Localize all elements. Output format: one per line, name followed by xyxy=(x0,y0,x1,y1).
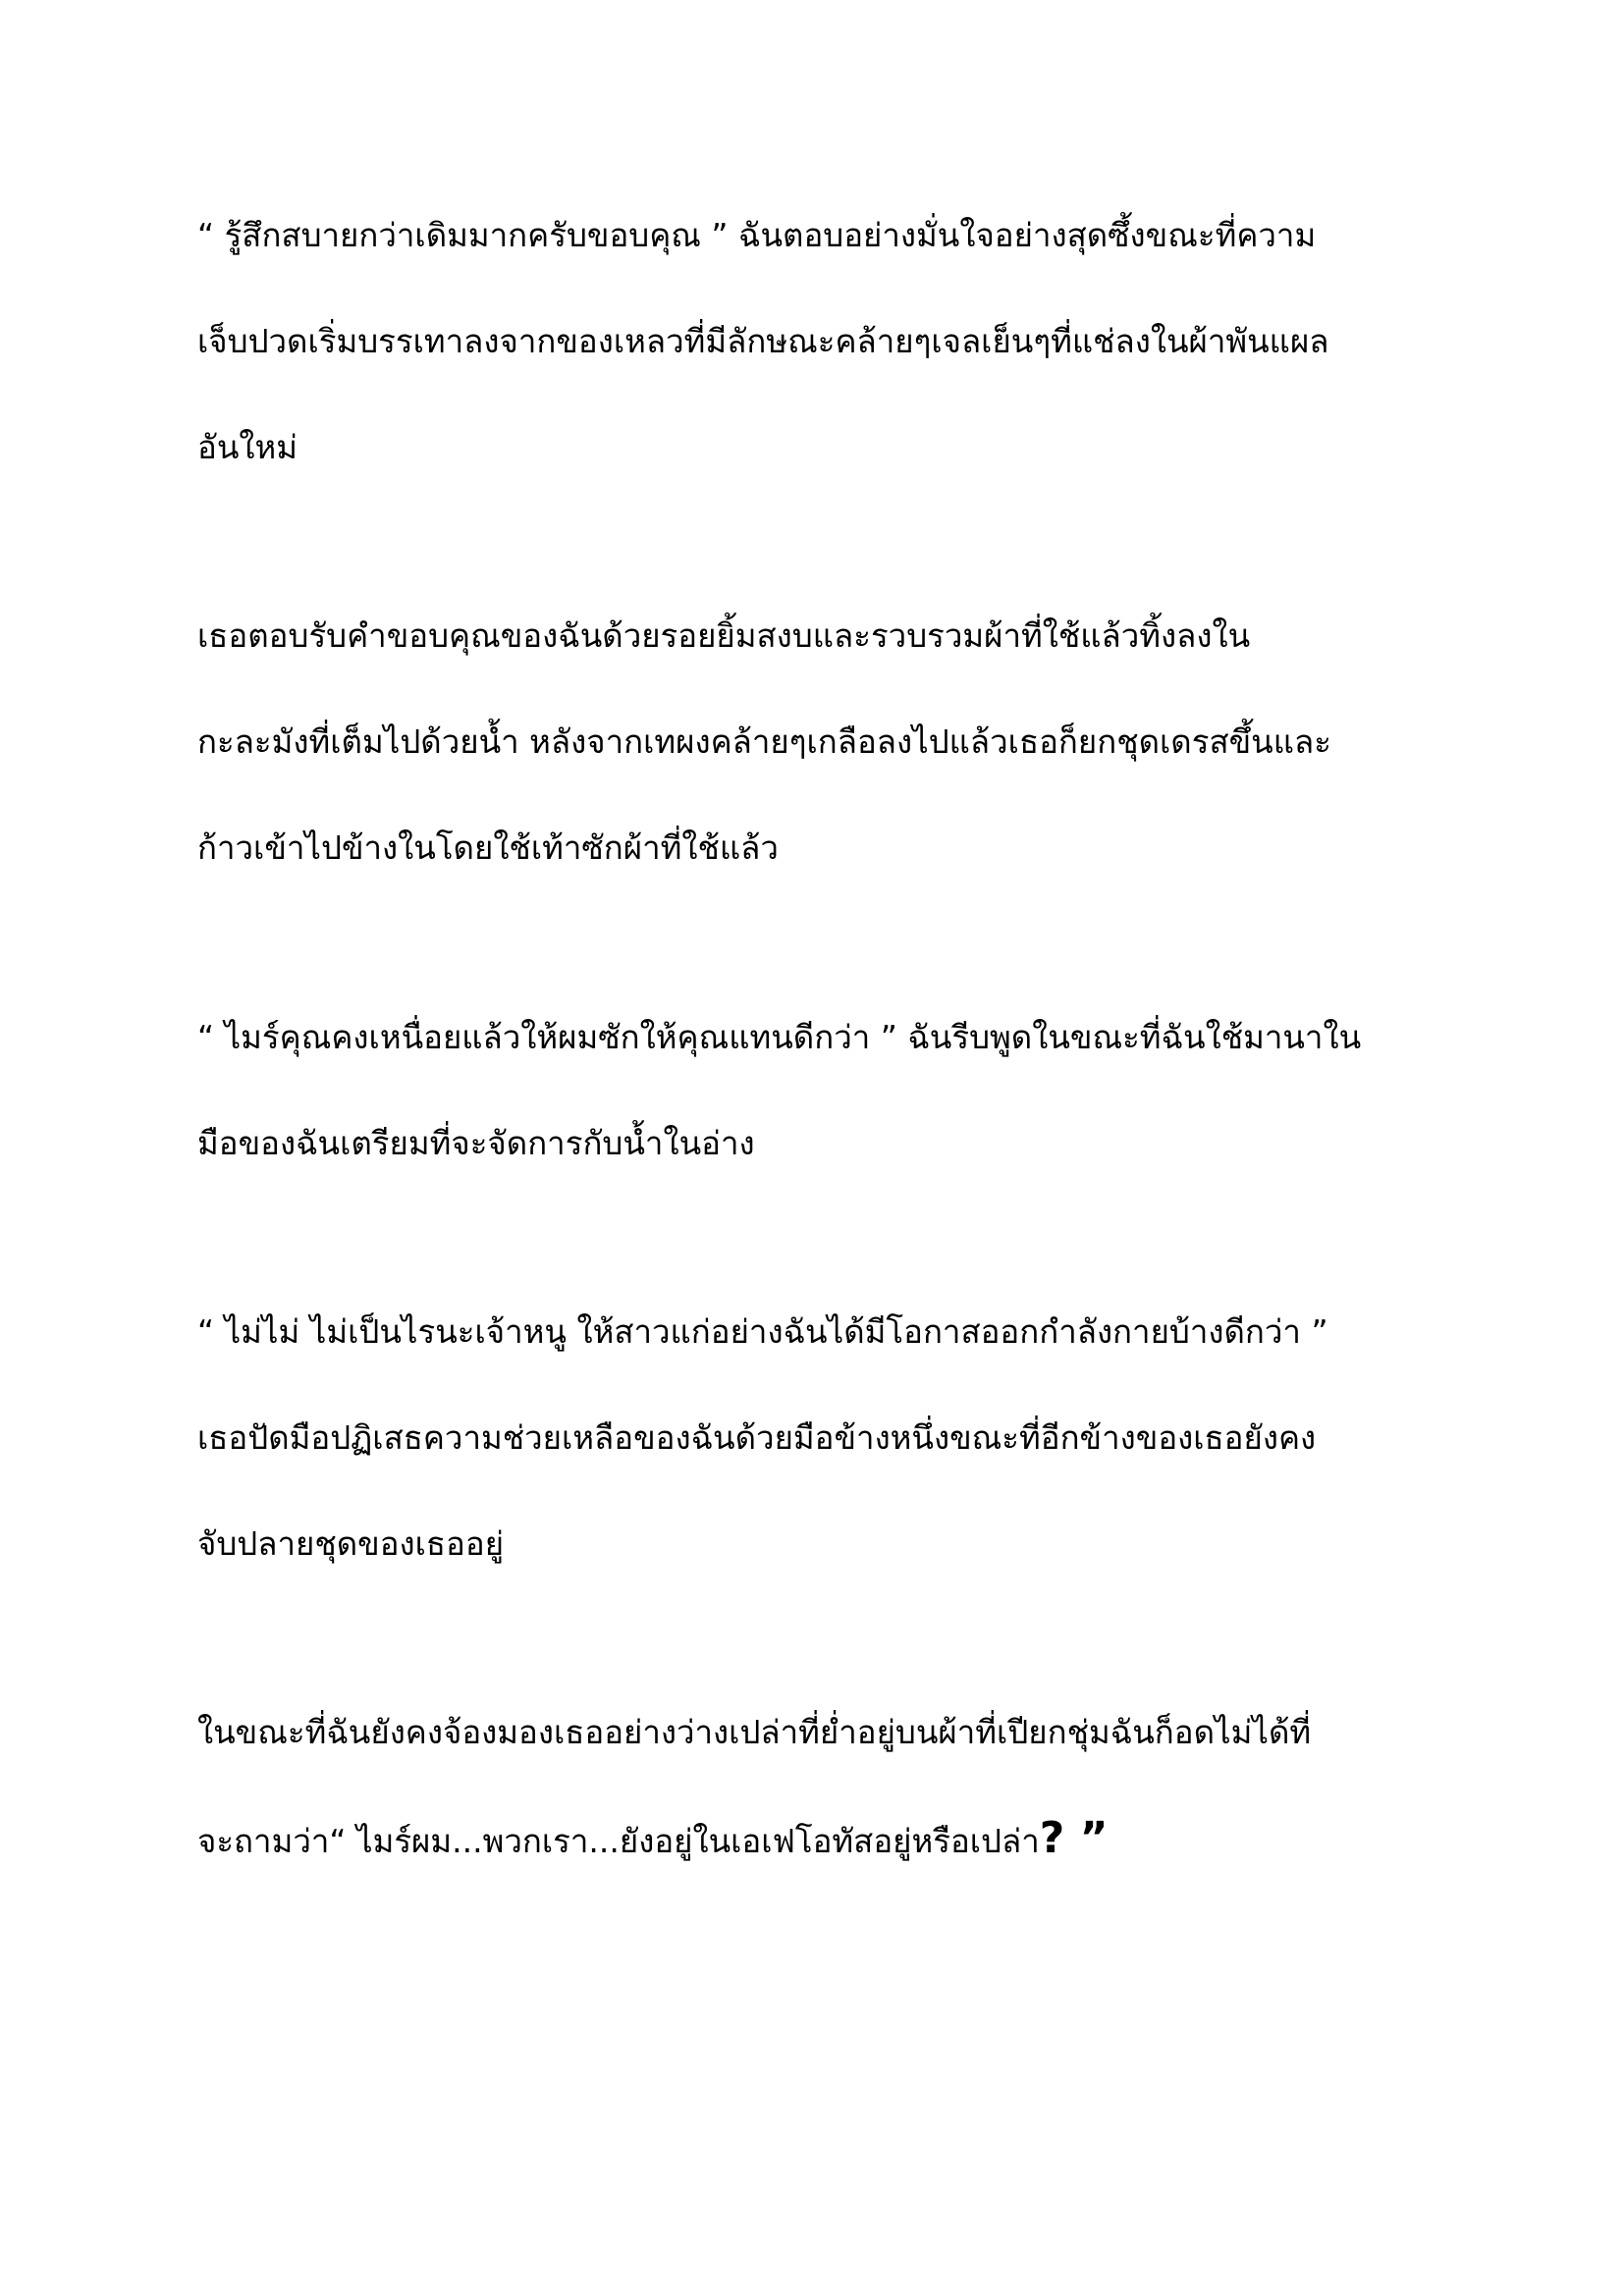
paragraph-line: มือของฉันเตรียมที่จะจัดการกับน้ำในอ่าง xyxy=(197,1124,755,1162)
paragraph-line: ก้าวเข้าไปข้างในโดยใช้เท้าซักผ้าที่ใช้แล้ว xyxy=(197,828,779,867)
paragraph-line: “ รู้สึกสบายกว่าเดิมมากครับขอบคุณ ” ฉันตอบอย่างมั่นใจอย่างสุดซึ้งขณะที่ความ xyxy=(197,216,1317,254)
question-text: จะถามว่า“ ไมร์ผม...พวกเรา...ยังอยู่ในเอเฟโอทัสอยู่หรือเปล่า xyxy=(197,1822,1040,1860)
paragraph-line: จับปลายชุดของเธออยู่ xyxy=(197,1524,505,1563)
paragraph-last-line xyxy=(197,1786,1474,1892)
paragraph-4 xyxy=(197,1279,1474,1597)
paragraph-line: ในขณะที่ฉันยังคงจ้องมองเธออย่างว่างเปล่าที่ย่ำอยู่บนผ้าที่เปียกชุ่มฉันก็อดไม่ได้ที่ xyxy=(197,1713,1312,1751)
paragraph-line: เธอตอบรับคำขอบคุณของฉันด้วยรอยยิ้มสงบและรวบรวมผ้าที่ใช้แล้วทิ้งลงใน xyxy=(197,616,1251,655)
paragraph-line: เจ็บปวดเริ่มบรรเทาลงจากของเหลวที่มีลักษณะคล้ายๆเจลเย็นๆที่แช่ลงในผ้าพันแผล xyxy=(197,322,1329,360)
closing-question-mark: ? ” xyxy=(1039,1813,1109,1863)
paragraph-line: เธอปัดมือปฏิเสธความช่วยเหลือของฉันด้วยมือข้างหนึ่งขณะที่อีกข้างของเธอยังคง xyxy=(197,1418,1317,1457)
paragraph-3 xyxy=(197,985,1474,1197)
paragraph-line: อันใหม่ xyxy=(197,428,298,466)
paragraph-5 xyxy=(197,1680,1474,1892)
paragraph-2 xyxy=(197,583,1474,901)
paragraph-line: “ ไม่ไม่ ไม่เป็นไรนะเจ้าหนู ให้สาวแก่อย่างฉันได้มีโอกาสออกกำลังกายบ้างดีกว่า ” xyxy=(197,1312,1328,1351)
paragraph-line: กะละมังที่เต็มไปด้วยน้ำ หลังจากเทผงคล้ายๆเกลือลงไปแล้วเธอก็ยกชุดเดรสขึ้นและ xyxy=(197,722,1331,761)
paragraph-1 xyxy=(197,183,1474,501)
paragraph-line: “ ไมร์คุณคงเหนื่อยแล้วให้ผมซักให้คุณแทนดีกว่า ” ฉันรีบพูดในขณะที่ฉันใช้มานาใน xyxy=(197,1018,1362,1056)
